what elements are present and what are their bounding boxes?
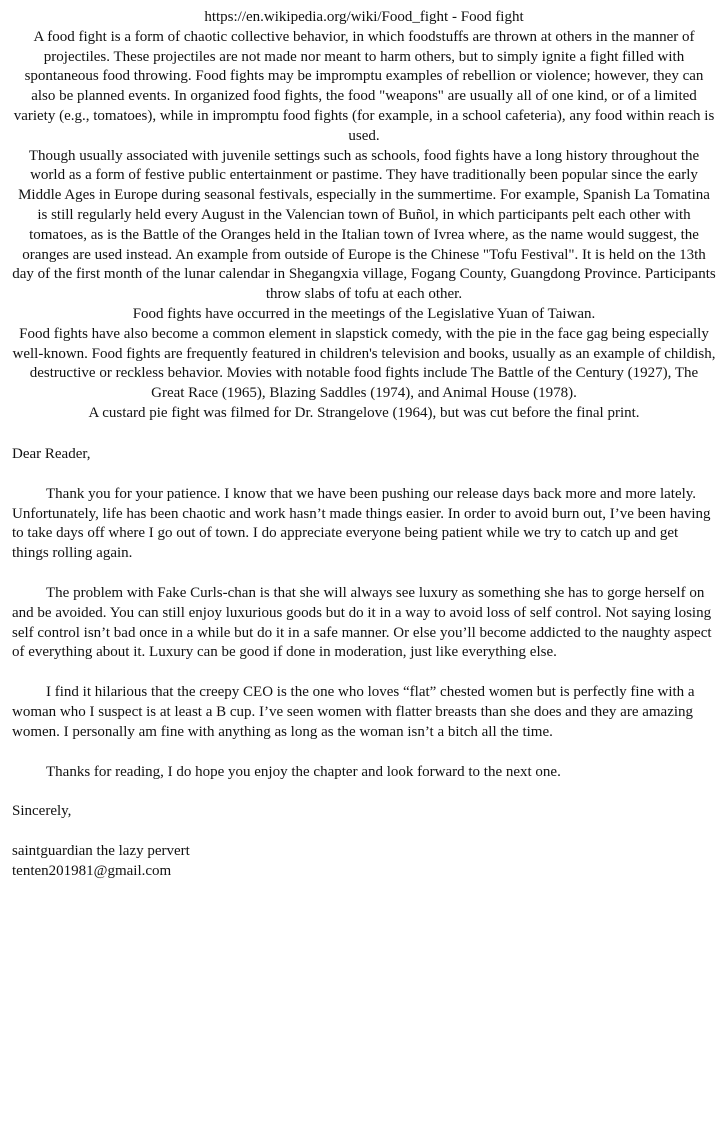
signature-email: tenten201981@gmail.com [12,862,172,879]
wikipedia-excerpt [12,8,716,424]
spacer [12,822,716,842]
spacer [12,663,716,683]
wiki-source-header: https://en.wikipedia.org/wiki/Food_fight - Food fight [204,9,524,25]
wiki-paragraph-2: Though usually associated with juvenile settings such as schools, food fights have a long history throughout the world as a form of festive public entertainment or pastime. They have traditionally been popular since the early Middle Ages in Europe during seasonal festivals, especially in the summertime. For example, Spanish La Tomatina is still regularly held every August in the Valencian town of Buñol, in which participants pelt each other with tomatoes, as is the Battle of the Oranges held in the Italian town of Ivrea where, as the name would suggest, the oranges are used instead. An example from outside of Europe is the Chinese "Tofu Festival". It is held on the 13th day of the first month of the lunar calendar in Shegangxia village, Fogang County, Guangdong Province. Participants throw slabs of tofu at each other. [12,147,716,303]
spacer [12,782,716,802]
letter-to-reader [12,445,716,882]
letter-paragraph-4: Thanks for reading, I do hope you enjoy the chapter and look forward to the next one. [46,763,561,780]
spacer [12,564,716,584]
wiki-paragraph-1: A food fight is a form of chaotic collective behavior, in which foodstuffs are thrown at others in the manner of projectiles. These projectiles are not made nor meant to harm others, but to simply ignite a fight filled with spontaneous food throwing. Food fights may be impromptu examples of rebellion or violence; however, they can also be planned events. In organized food fights, the food "weapons" are usually all of one kind, or of a limited variety (e.g., tomatoes), while in impromptu food fights (for example, in a school cafeteria), any food within reach is used. [13,28,715,144]
wiki-paragraph-4: Food fights have also become a common element in slapstick comedy, with the pie in the face gag being especially well-known. Food fights are frequently featured in children's television and books, usually as an example of childish, destructive or reckless behavior. Movies with notable food fights include The Battle of the Century (1927), The Great Race (1965), Blazing Saddles (1974), and Animal House (1978). [12,325,716,402]
letter-paragraph-1: Thank you for your patience. I know that we have been pushing our release days back more and more lately. Unfortunately, life has been chaotic and work hasn’t made things easier. In order to avoid burn out, I’ve been having to take days off where I go out of town. I do appreciate everyone being patient while we try to catch up and get things rolling again. [12,485,711,562]
letter-paragraph-3: I find it hilarious that the creepy CEO is the one who loves “flat” chested women but is perfectly fine with a woman who I suspect is at least a B cup. I’ve seen women with flatter breasts than she does and they are amazing women. I personally am fine with anything as long as the woman isn’t a bitch all the time. [12,684,695,740]
letter-paragraph-2: The problem with Fake Curls-chan is that she will always see luxury as something she has to gorge herself on and be avoided. You can still enjoy luxurious goods but do it in a way to avoid loss of self control. Not saying losing self control isn’t bad once in a while but do it in a safe manner. Or else you’ll become addicted to the naughty aspect of everything about it. Luxury can be good if done in moderation, just like everything else. [12,584,712,661]
signature-name: saintguardian the lazy pervert [12,843,190,860]
letter-greeting: Dear Reader, [12,446,91,462]
wiki-paragraph-3: Food fights have occurred in the meetings of the Legislative Yuan of Taiwan. [132,305,596,322]
letter-closing: Sincerely, [12,803,72,820]
spacer [12,743,716,763]
wiki-paragraph-5: A custard pie fight was filmed for Dr. Strangelove (1964), but was cut before the final print. [88,404,640,421]
spacer [12,465,716,485]
